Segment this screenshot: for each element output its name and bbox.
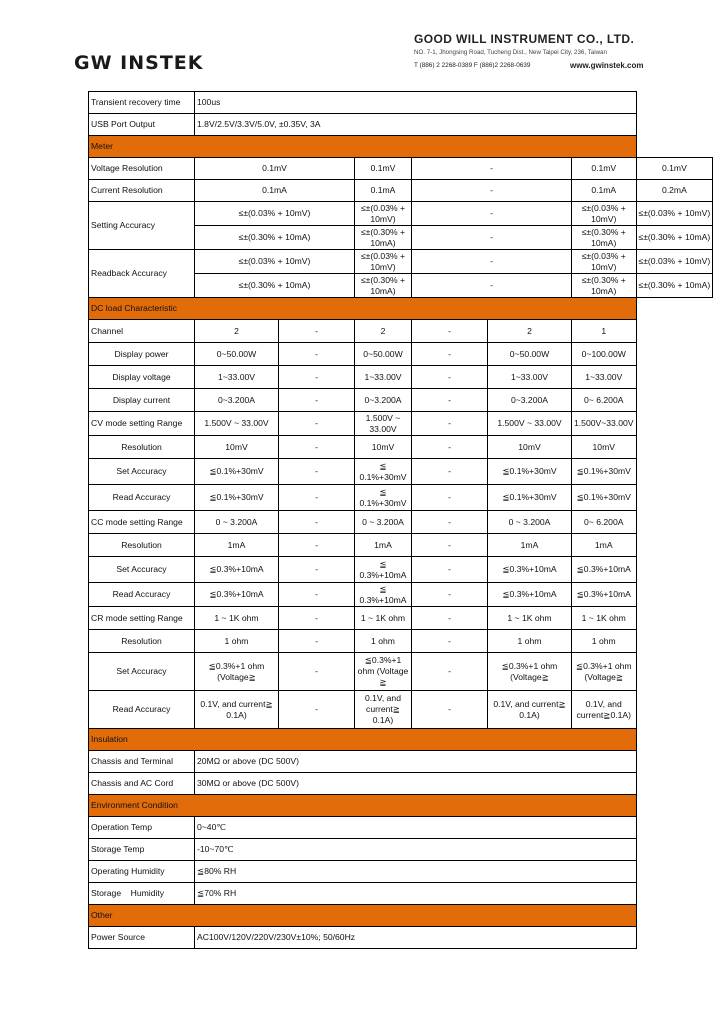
cell: 1 ohm [572, 630, 637, 653]
cell: 0~100.00W [572, 343, 637, 366]
cell: 10mV [195, 436, 279, 459]
cell: - [412, 653, 488, 691]
cell: ≤±(0.03% + 10mV) [355, 202, 412, 226]
section-header-dc-load [89, 298, 713, 320]
cell: - [279, 459, 355, 485]
company-name: GOOD WILL INSTRUMENT CO., LTD. [414, 32, 635, 46]
cell: 0~50.00W [355, 343, 412, 366]
cell: ≤±(0.30% + 10mA) [572, 226, 637, 250]
cell: 0.2mA [636, 180, 713, 202]
table-row [89, 511, 713, 534]
company-address: NO. 7-1, Jhongsing Road, Tucheng Dist., New Taipei City, 236, Taiwan [414, 49, 607, 56]
row-value: 0~40℃ [195, 817, 637, 839]
row-label: Storage Humidity [89, 883, 195, 905]
cell: 0.1mA [572, 180, 637, 202]
cell: 1~33.00V [572, 366, 637, 389]
cell: - [412, 412, 488, 436]
cell: 2 [488, 320, 572, 343]
cell: 0.1mV [195, 158, 355, 180]
cell: - [412, 583, 488, 607]
table-row [89, 839, 713, 861]
section-title: Meter [89, 136, 637, 158]
table-row [89, 751, 713, 773]
cell: ≤±(0.30% + 10mA) [355, 274, 412, 298]
cell: 1 ohm [195, 630, 279, 653]
cell: - [412, 226, 572, 250]
cell: - [412, 436, 488, 459]
cell: 0.1V, and current≧ 0.1A) [195, 691, 279, 729]
table-row [89, 92, 713, 114]
cell: ≦0.1%+30mV [488, 485, 572, 511]
cell: - [412, 459, 488, 485]
cell: 1.500V ~ 33.00V [195, 412, 279, 436]
cell: 0~3.200A [195, 389, 279, 412]
cell: 0~3.200A [488, 389, 572, 412]
row-label: Resolution [89, 436, 195, 459]
cell: ≦0.3%+10mA [488, 583, 572, 607]
cell: ≤±(0.03% + 10mV) [572, 250, 637, 274]
cell: 1~33.00V [195, 366, 279, 389]
cell: ≦0.3%+1 ohm (Voltage ≧ [355, 653, 412, 691]
cell: - [412, 534, 488, 557]
cell: 1 [572, 320, 637, 343]
cell: 0.1mA [355, 180, 412, 202]
cell: ≦0.3%+10mA [572, 557, 637, 583]
table-row [89, 534, 713, 557]
row-label: Operation Temp [89, 817, 195, 839]
cell: ≦0.3%+1 ohm (Voltage≧ [195, 653, 279, 691]
cell: 0.1mA [195, 180, 355, 202]
row-label: Display voltage [89, 366, 195, 389]
cell: 1 ohm [488, 630, 572, 653]
section-title: DC load Characteristic [89, 298, 637, 320]
cell: ≤±(0.30% + 10mA) [195, 274, 355, 298]
cell: - [279, 557, 355, 583]
table-row [89, 861, 713, 883]
cell: 1~33.00V [488, 366, 572, 389]
row-label: Operating Humidity [89, 861, 195, 883]
cell: ≦0.1%+30mV [195, 459, 279, 485]
cell: - [279, 583, 355, 607]
cell: 0~3.200A [355, 389, 412, 412]
row-value: 20MΩ or above (DC 500V) [195, 751, 637, 773]
cell: - [279, 534, 355, 557]
table-row [89, 883, 713, 905]
section-title: Other [89, 905, 637, 927]
row-label: Set Accuracy [89, 459, 195, 485]
cell: ≤±(0.30% + 10mA) [195, 226, 355, 250]
row-label: Resolution [89, 630, 195, 653]
table-row [89, 389, 713, 412]
table-row [89, 250, 713, 274]
table-row [89, 412, 713, 436]
row-label: Display power [89, 343, 195, 366]
cell: 0~ 6.200A [572, 511, 637, 534]
cell: - [279, 366, 355, 389]
cell: - [279, 607, 355, 630]
cell: - [412, 485, 488, 511]
cell: ≦0.1%+30mV [572, 485, 637, 511]
cell: ≦0.1%+30mV [488, 459, 572, 485]
table-row [89, 180, 713, 202]
cell: 0.1mV [572, 158, 637, 180]
cell: - [279, 653, 355, 691]
cell: ≦ 0.3%+10mA [355, 557, 412, 583]
cell: 1.500V ~ 33.00V [355, 412, 412, 436]
row-value: -10~70℃ [195, 839, 637, 861]
row-label: Channel [89, 320, 195, 343]
cell: ≦0.1%+30mV [195, 485, 279, 511]
table-row [89, 691, 713, 729]
cell: 1.500V~33.00V [572, 412, 637, 436]
row-label: Read Accuracy [89, 485, 195, 511]
cell: - [279, 436, 355, 459]
row-label: Read Accuracy [89, 583, 195, 607]
cell: - [412, 630, 488, 653]
table-row [89, 158, 713, 180]
cell: ≦0.3%+10mA [195, 557, 279, 583]
cell: 0.1mV [636, 158, 713, 180]
cell: ≦ 0.1%+30mV [355, 459, 412, 485]
cell: ≤±(0.30% + 10mA) [572, 274, 637, 298]
cell: - [412, 202, 572, 226]
cell: ≦0.3%+10mA [572, 583, 637, 607]
cell: ≦0.3%+1 ohm (Voltage≧ [488, 653, 572, 691]
table-row [89, 366, 713, 389]
table-row [89, 817, 713, 839]
cell: - [412, 158, 572, 180]
row-label: Set Accuracy [89, 557, 195, 583]
table-row [89, 583, 713, 607]
cell: 1 ohm [355, 630, 412, 653]
table-row [89, 343, 713, 366]
cell: 1mA [355, 534, 412, 557]
cell: 0.1V, and current≧0.1A) [572, 691, 637, 729]
cell: ≤±(0.03% + 10mV) [636, 202, 713, 226]
row-value: ≦70% RH [195, 883, 637, 905]
cell: 1.500V ~ 33.00V [488, 412, 572, 436]
section-header-insulation [89, 729, 713, 751]
table-row [89, 773, 713, 795]
row-value: AC100V/120V/220V/230V±10%; 50/60Hz [195, 927, 637, 949]
cell: 1 ~ 1K ohm [488, 607, 572, 630]
spec-table [88, 91, 713, 949]
cell: ≤±(0.03% + 10mV) [355, 250, 412, 274]
cell: - [412, 691, 488, 729]
row-value: 30MΩ or above (DC 500V) [195, 773, 637, 795]
cell: 1 ~ 1K ohm [355, 607, 412, 630]
cell: - [279, 389, 355, 412]
row-label: Voltage Resolution [89, 158, 195, 180]
row-label: CV mode setting Range [89, 412, 195, 436]
row-label: Power Source [89, 927, 195, 949]
cell: - [279, 320, 355, 343]
cell: - [412, 557, 488, 583]
row-label: CC mode setting Range [89, 511, 195, 534]
table-row [89, 114, 713, 136]
cell: 0.1mV [355, 158, 412, 180]
cell: 10mV [488, 436, 572, 459]
table-row [89, 653, 713, 691]
cell: ≦ 0.1%+30mV [355, 485, 412, 511]
cell: 0 ~ 3.200A [355, 511, 412, 534]
cell: ≤±(0.30% + 10mA) [636, 226, 713, 250]
cell: 1 ~ 1K ohm [195, 607, 279, 630]
cell: - [412, 274, 572, 298]
cell: 0~ 6.200A [572, 389, 637, 412]
company-website: www.gwinstek.com [570, 61, 644, 70]
cell: 1 ~ 1K ohm [572, 607, 637, 630]
cell: - [412, 250, 572, 274]
cell: - [412, 389, 488, 412]
cell: - [412, 511, 488, 534]
cell: 1mA [488, 534, 572, 557]
row-label: Setting Accuracy [89, 202, 195, 250]
cell: 10mV [355, 436, 412, 459]
table-row [89, 436, 713, 459]
cell: 2 [355, 320, 412, 343]
cell: - [412, 180, 572, 202]
row-value: ≦80% RH [195, 861, 637, 883]
row-label: Storage Temp [89, 839, 195, 861]
cell: 10mV [572, 436, 637, 459]
table-row [89, 320, 713, 343]
cell: - [412, 607, 488, 630]
section-title: Environment Condition [89, 795, 637, 817]
cell: 1mA [195, 534, 279, 557]
table-row [89, 607, 713, 630]
row-label: CR mode setting Range [89, 607, 195, 630]
cell: ≤±(0.30% + 10mA) [636, 274, 713, 298]
cell: - [412, 343, 488, 366]
cell: - [279, 691, 355, 729]
row-value: 1.8V/2.5V/3.3V/5.0V, ±0.35V, 3A [195, 114, 637, 136]
table-row [89, 630, 713, 653]
section-header-meter [89, 136, 713, 158]
page-header [0, 0, 724, 90]
cell: 0~50.00W [488, 343, 572, 366]
cell: - [279, 511, 355, 534]
cell: 0.1V, and current≧ 0.1A) [355, 691, 412, 729]
cell: ≤±(0.03% + 10mV) [195, 202, 355, 226]
cell: - [279, 630, 355, 653]
cell: 2 [195, 320, 279, 343]
cell: 0 ~ 3.200A [488, 511, 572, 534]
cell: ≦0.3%+10mA [195, 583, 279, 607]
cell: - [279, 485, 355, 511]
cell: - [412, 320, 488, 343]
row-label: Current Resolution [89, 180, 195, 202]
cell: ≤±(0.03% + 10mV) [195, 250, 355, 274]
cell: ≦ 0.3%+10mA [355, 583, 412, 607]
cell: - [279, 412, 355, 436]
row-label: Read Accuracy [89, 691, 195, 729]
cell: ≦0.3%+10mA [488, 557, 572, 583]
cell: 0.1V, and current≧ 0.1A) [488, 691, 572, 729]
row-label: Readback Accuracy [89, 250, 195, 298]
table-row [89, 485, 713, 511]
cell: ≤±(0.30% + 10mA) [355, 226, 412, 250]
cell: 0 ~ 3.200A [195, 511, 279, 534]
row-label: Chassis and AC Cord [89, 773, 195, 795]
row-label: Transient recovery time [89, 92, 195, 114]
section-title: Insulation [89, 729, 637, 751]
company-phone: T (886) 2 2268-0389 F (886)2 2268-0639 [414, 62, 531, 69]
row-value: 100us [195, 92, 637, 114]
cell: 1~33.00V [355, 366, 412, 389]
row-label: Set Accuracy [89, 653, 195, 691]
cell: 0~50.00W [195, 343, 279, 366]
table-row [89, 927, 713, 949]
section-header-environment [89, 795, 713, 817]
row-label: USB Port Output [89, 114, 195, 136]
dc-load-rows [89, 320, 713, 729]
cell: ≤±(0.03% + 10mV) [572, 202, 637, 226]
company-logo: GW INSTEK [74, 52, 204, 74]
table-row [89, 459, 713, 485]
cell: - [412, 366, 488, 389]
cell: - [279, 343, 355, 366]
tail-rows [89, 729, 713, 949]
table-row [89, 557, 713, 583]
cell: 1mA [572, 534, 637, 557]
cell: ≦0.3%+1 ohm (Voltage≧ [572, 653, 637, 691]
cell: ≤±(0.03% + 10mV) [636, 250, 713, 274]
row-label: Display current [89, 389, 195, 412]
table-row [89, 202, 713, 226]
row-label: Resolution [89, 534, 195, 557]
cell: ≦0.1%+30mV [572, 459, 637, 485]
row-label: Chassis and Terminal [89, 751, 195, 773]
section-header-other [89, 905, 713, 927]
